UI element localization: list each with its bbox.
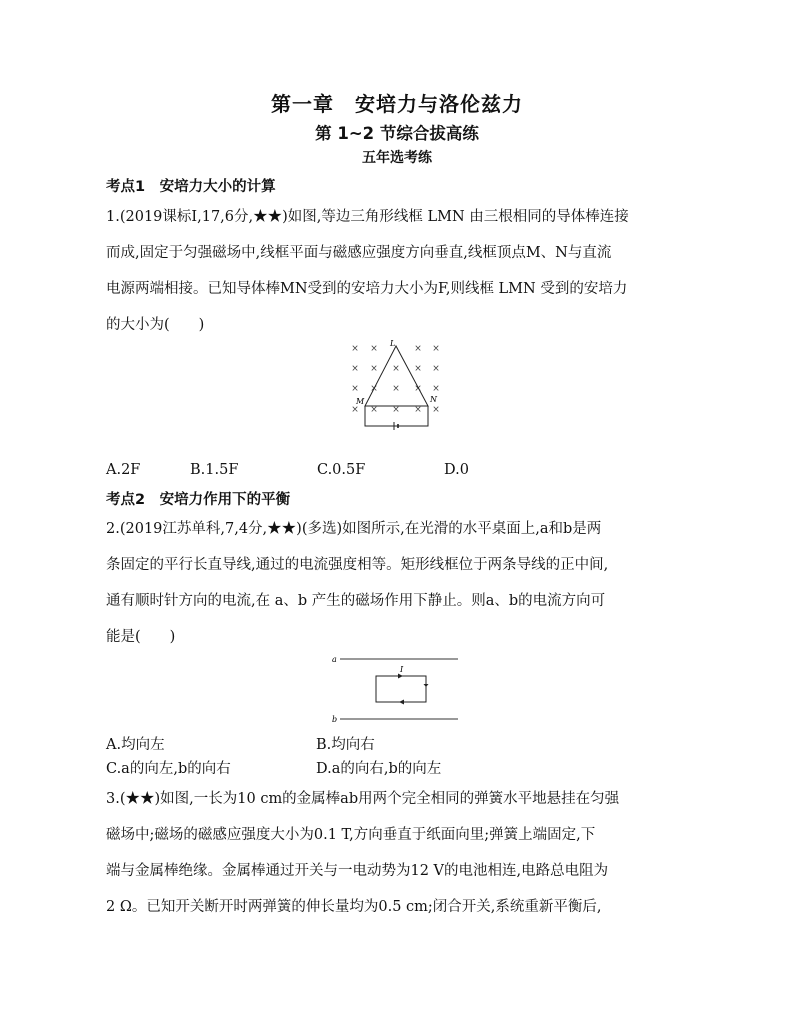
q2-option-d: D.a的向右,b的向左 xyxy=(316,761,442,777)
q1-triangle-figure xyxy=(340,336,450,436)
svg-text:×: × xyxy=(432,344,440,354)
svg-text:×: × xyxy=(370,384,378,394)
triangle-frame xyxy=(365,346,428,406)
q2-option-a: A.均向左 xyxy=(106,737,165,753)
q3-line-1: 3.(★★)如图,一长为10 cm的金属棒ab用两个完全相同的弹簧水平地悬挂在匀强 xyxy=(106,791,620,807)
q2-line-1: 2.(2019江苏单科,7,4分,★★)(多选)如图所示,在光滑的水平桌面上,a和b是两 xyxy=(106,521,602,537)
q1-option-c: C.0.5F xyxy=(317,462,366,478)
svg-text:×: × xyxy=(351,364,359,374)
q2-line-3: 通有顺时针方向的电流,在 a、b 产生的磁场作用下静止。则a、b的电流方向可 xyxy=(106,593,606,609)
svg-text:×: × xyxy=(414,364,422,374)
label-M: M xyxy=(356,397,365,406)
q2-line-4: 能是( ) xyxy=(106,629,176,645)
svg-text:×: × xyxy=(392,405,400,415)
svg-text:×: × xyxy=(432,384,440,394)
field-crosses xyxy=(351,344,440,415)
svg-text:×: × xyxy=(432,405,440,415)
label-L: L xyxy=(390,339,396,348)
label-a: a xyxy=(332,655,337,664)
q1-line-1: 1.(2019课标Ⅰ,17,6分,★★)如图,等边三角形线框 LMN 由三根相同的导体棒连接 xyxy=(106,209,629,225)
svg-text:×: × xyxy=(392,364,400,374)
label-b: b xyxy=(332,715,338,724)
q2-line-2: 条固定的平行长直导线,通过的电流强度相等。矩形线框位于两条导线的正中间, xyxy=(106,557,609,573)
section-title: 第 1~2 节综合拔高练 xyxy=(315,124,479,143)
svg-text:×: × xyxy=(414,344,422,354)
svg-text:×: × xyxy=(414,405,422,415)
q1-line-2: 而成,固定于匀强磁场中,线框平面与磁感应强度方向垂直,线框顶点M、N与直流 xyxy=(106,245,612,261)
current-arrow-top xyxy=(398,674,403,679)
q2-option-c: C.a的向左,b的向右 xyxy=(106,761,231,777)
current-arrow-bottom xyxy=(399,700,404,705)
rectangular-loop xyxy=(376,676,426,702)
current-arrow-right xyxy=(424,684,429,687)
svg-text:×: × xyxy=(351,384,359,394)
q3-line-2: 磁场中;磁场的磁感应强度大小为0.1 T,方向垂直于纸面向里;弹簧上端固定,下 xyxy=(106,827,596,843)
svg-text:×: × xyxy=(392,384,400,394)
q1-line-3: 电源两端相接。已知导体棒MN受到的安培力大小为F,则线框 LMN 受到的安培力 xyxy=(106,281,628,297)
chapter-title: 第一章 安培力与洛伦兹力 xyxy=(271,92,523,116)
q1-option-d: D.0 xyxy=(444,462,469,478)
q1-line-4: 的大小为( ) xyxy=(106,317,205,333)
svg-text:×: × xyxy=(351,405,359,415)
svg-text:×: × xyxy=(370,405,378,415)
topic-2-heading: 考点2 安培力作用下的平衡 xyxy=(106,492,291,508)
q1-option-a: A.2F xyxy=(106,462,141,478)
q3-line-3: 端与金属棒绝缘。金属棒通过开关与一电动势为12 V的电池相连,电路总电阻为 xyxy=(106,863,609,879)
svg-text:×: × xyxy=(370,344,378,354)
label-I: I xyxy=(400,665,404,674)
sub-title: 五年选考练 xyxy=(362,150,432,166)
topic-1-heading: 考点1 安培力大小的计算 xyxy=(106,179,276,195)
q2-wires-figure xyxy=(332,650,462,726)
label-N: N xyxy=(430,395,437,404)
q2-option-b: B.均向右 xyxy=(316,737,375,753)
svg-text:×: × xyxy=(351,344,359,354)
q3-line-4: 2 Ω。已知开关断开时两弹簧的伸长量均为0.5 cm;闭合开关,系统重新平衡后, xyxy=(106,899,602,915)
q1-option-b: B.1.5F xyxy=(190,462,239,478)
svg-text:×: × xyxy=(414,384,422,394)
svg-text:×: × xyxy=(432,364,440,374)
svg-text:×: × xyxy=(370,364,378,374)
